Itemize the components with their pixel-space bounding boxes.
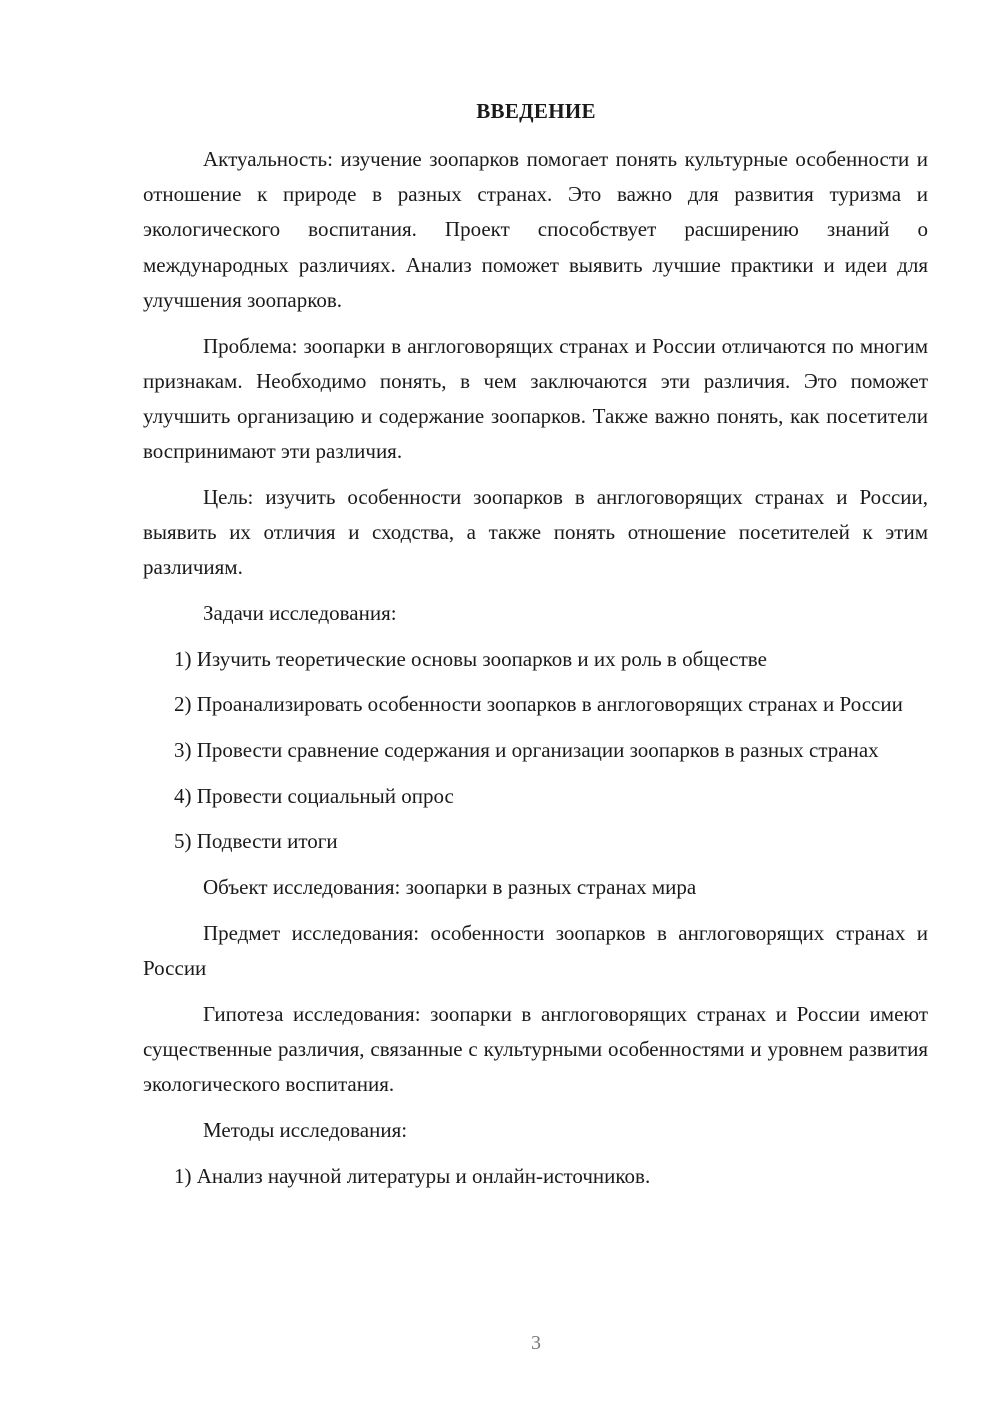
task-item-5: 5) Подвести итоги — [174, 829, 338, 854]
tasks-heading: Задачи исследования: — [203, 600, 397, 625]
task-item-2: 2) Проанализировать особенности зоопарков в англоговорящих странах и России — [174, 692, 903, 717]
page-number: 3 — [531, 1332, 541, 1354]
method-item-1: 1) Анализ научной литературы и онлайн-источников. — [174, 1163, 651, 1188]
document-body — [143, 142, 928, 1204]
paragraph-problem: Проблема: зоопарки в англоговорящих странах и России отличаются по многим признакам. Необходимо понять, в чем заключаются эти различия. Это поможет улучшить организацию и содержание зоопарков. Также важно понять, как посетители воспринимают эти различия. — [143, 333, 928, 464]
paragraph-goal: Цель: изучить особенности зоопарков в англоговорящих странах и России, выявить их отличия и сходства, а также понять отношение посетителей к этим различиям. — [143, 484, 928, 580]
paragraph-actuality: Актуальность: изучение зоопарков помогает понять культурные особенности и отношение к природе в разных странах. Это важно для развития туризма и экологического воспитания. Проект способствует расширению знаний о международных различиях. Анализ поможет выявить лучшие практики и идеи для улучшения зоопарков. — [143, 147, 928, 312]
task-item-3: 3) Провести сравнение содержания и организации зоопарков в разных странах — [174, 738, 879, 763]
task-item-1: 1) Изучить теоретические основы зоопарков и их роль в обществе — [174, 646, 767, 671]
methods-heading: Методы исследования: — [203, 1117, 408, 1142]
paragraph-object: Объект исследования: зоопарки в разных странах мира — [203, 875, 697, 900]
task-item-4: 4) Провести социальный опрос — [174, 783, 454, 808]
page-title: ВВЕДЕНИЕ — [476, 99, 596, 123]
paragraph-hypothesis: Гипотеза исследования: зоопарки в англоговорящих странах и России имеют существенные различия, связанные с культурными особенностями и уровнем развития экологического воспитания. — [143, 1001, 928, 1097]
paragraph-subject: Предмет исследования: особенности зоопарков в англоговорящих странах и России — [143, 920, 928, 981]
